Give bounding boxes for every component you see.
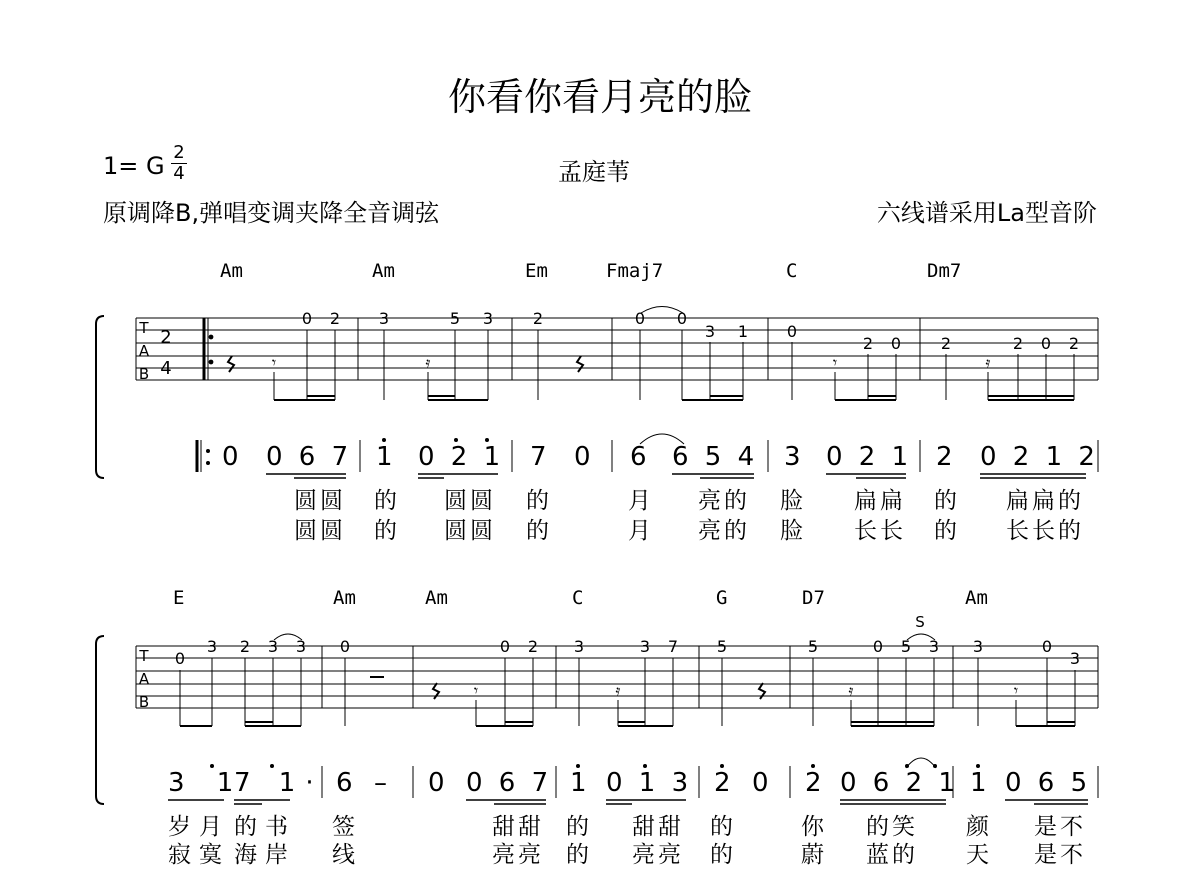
jianpu-note: 6 bbox=[336, 768, 353, 798]
chord-label: Dm7 bbox=[927, 260, 962, 282]
chord-label: Em bbox=[525, 260, 548, 282]
fret-number: 0 bbox=[890, 334, 902, 353]
fret-number: 0 bbox=[872, 637, 884, 656]
fret-numbers bbox=[175, 613, 1080, 668]
scale-note: 六线谱采用La型音阶 bbox=[876, 199, 1097, 227]
lyric-verse-2: 线 bbox=[332, 842, 355, 868]
jianpu-note: 2 bbox=[805, 768, 822, 798]
fret-number: 3 bbox=[1069, 649, 1081, 668]
repeat-dot bbox=[209, 360, 214, 365]
beams bbox=[180, 658, 1075, 726]
tab-letter: B bbox=[138, 693, 150, 711]
lyric-verse-2: 圆圆 bbox=[294, 518, 346, 544]
time-signature-bottom: 4 bbox=[173, 163, 185, 184]
slur-arc bbox=[906, 758, 936, 768]
tab-clef bbox=[138, 319, 171, 383]
lyric-verse-2: 长长的 bbox=[1006, 518, 1084, 544]
fret-number: 5 bbox=[807, 637, 819, 656]
fret-number: 2 bbox=[532, 309, 544, 328]
lyric-verse-2: 蔚 bbox=[801, 842, 824, 868]
jianpu-note: 7 bbox=[530, 442, 547, 472]
lyric-verse-2: 圆圆 bbox=[444, 518, 496, 544]
fret-number: 0 bbox=[634, 309, 646, 328]
fret-number: 2 bbox=[527, 637, 539, 656]
fret-number: 0 bbox=[301, 309, 313, 328]
svg-text:𝄾: 𝄾 bbox=[1013, 681, 1019, 700]
lyric-verse-1: 你 bbox=[801, 814, 824, 840]
lyric-verse-1: 扁扁 bbox=[854, 488, 906, 514]
fret-number: 3 bbox=[573, 637, 585, 656]
song-title: 你看你看月亮的脸 bbox=[447, 75, 752, 119]
repeat-dot bbox=[209, 335, 214, 340]
lyric-verse-1: 脸 bbox=[780, 488, 803, 514]
repeat-dot bbox=[206, 461, 210, 465]
jianpu-group: 3 1 bbox=[168, 768, 246, 798]
duration-lines bbox=[266, 474, 1086, 478]
repeat-dot bbox=[206, 449, 210, 453]
fret-number: 7 bbox=[667, 637, 679, 656]
lyric-verse-2: 亮亮 bbox=[632, 842, 684, 868]
duration-lines bbox=[168, 800, 1088, 804]
rests bbox=[228, 356, 583, 372]
fret-number: 2 bbox=[239, 637, 251, 656]
tab-time-bottom: 4 bbox=[160, 358, 172, 379]
chord-label: C bbox=[786, 260, 798, 282]
jianpu-group: 0 6 5 bbox=[1005, 768, 1092, 798]
fret-number: 2 bbox=[862, 334, 874, 353]
jianpu-group: 0 6 2 1 bbox=[840, 768, 959, 798]
system-brace bbox=[96, 316, 104, 478]
artist-name: 孟庭苇 bbox=[558, 158, 630, 186]
lyric-verse-1: 的笑 bbox=[866, 814, 918, 840]
lyric-verse-2: 的 bbox=[374, 518, 397, 544]
chord-label: E bbox=[173, 587, 185, 609]
lyric-verse-2: 是不 bbox=[1034, 842, 1086, 868]
chord-label: C bbox=[572, 587, 584, 609]
lyric-verse-2: 的 bbox=[526, 518, 549, 544]
system-brace bbox=[96, 636, 104, 804]
lyric-verse-2: 寂寞 bbox=[168, 842, 230, 868]
tab-clef bbox=[138, 647, 149, 711]
lyric-verse-2: 长长 bbox=[854, 518, 906, 544]
lyric-verse-1: 的 bbox=[566, 814, 589, 840]
svg-text:𝄿: 𝄿 bbox=[615, 681, 621, 700]
chord-label: Am bbox=[372, 260, 395, 282]
lyric-verse-1: 的 bbox=[374, 488, 397, 514]
fret-number: 5 bbox=[900, 637, 912, 656]
jianpu-note: 1 bbox=[376, 442, 393, 472]
jianpu-note: 0 bbox=[222, 442, 239, 472]
fret-number: 0 bbox=[786, 322, 798, 341]
chord-label: Am bbox=[333, 587, 356, 609]
svg-text:𝄾: 𝄾 bbox=[473, 681, 479, 700]
lyric-verse-2: 亮的 bbox=[698, 518, 750, 544]
lyric-verse-1: 圆圆 bbox=[294, 488, 346, 514]
chord-label: G bbox=[716, 587, 728, 609]
chord-label: D7 bbox=[802, 587, 825, 609]
fret-number: 3 bbox=[928, 637, 940, 656]
jianpu-group: 0 2 1 2 bbox=[980, 442, 1099, 472]
jianpu-note: 1 bbox=[970, 768, 987, 798]
lyric-verse-1: 的 bbox=[526, 488, 549, 514]
tab-letter: T bbox=[139, 319, 149, 337]
jianpu-note: – bbox=[374, 768, 387, 798]
fret-number: 3 bbox=[295, 637, 307, 656]
fret-number: 3 bbox=[378, 309, 390, 328]
jianpu-group: 6 5 4 bbox=[672, 442, 759, 472]
fret-number: 2 bbox=[1068, 334, 1080, 353]
lyric-verse-1: 的书 bbox=[234, 814, 296, 840]
chord-label: Am bbox=[220, 260, 243, 282]
slide-mark: S bbox=[915, 613, 925, 631]
fret-numbers bbox=[302, 309, 1079, 353]
fret-number: 2 bbox=[329, 309, 341, 328]
lyric-verse-2: 蓝的 bbox=[866, 842, 918, 868]
jianpu-note: 2 bbox=[936, 442, 953, 472]
fret-number: 3 bbox=[704, 322, 716, 341]
lyric-verse-1: 甜甜 bbox=[632, 814, 684, 840]
tab-letter: A bbox=[138, 342, 150, 360]
chord-label: Am bbox=[965, 587, 988, 609]
jianpu-note: 3 bbox=[784, 442, 801, 472]
lyric-verse-1: 圆圆 bbox=[444, 488, 496, 514]
capo-note: 原调降B,弹唱变调夹降全音调弦 bbox=[103, 199, 440, 227]
lyric-verse-1: 月 bbox=[628, 488, 651, 514]
rests bbox=[433, 683, 765, 699]
lyric-verse-1: 的 bbox=[710, 814, 733, 840]
tab-letter: B bbox=[138, 365, 150, 383]
lyric-verse-1: 是不 bbox=[1034, 814, 1086, 840]
lyric-verse-1: 颜 bbox=[966, 814, 989, 840]
svg-text:𝄿: 𝄿 bbox=[848, 681, 854, 700]
lyric-verse-1: 岁月 bbox=[168, 814, 230, 840]
jianpu-note: 0 bbox=[428, 768, 445, 798]
fret-number: 0 bbox=[499, 637, 511, 656]
svg-text:𝄿: 𝄿 bbox=[425, 353, 431, 372]
lyric-verse-2: 海岸 bbox=[234, 842, 296, 868]
lyric-verse-1: 扁扁的 bbox=[1006, 488, 1084, 514]
fret-number: 3 bbox=[267, 637, 279, 656]
fret-number: 5 bbox=[449, 309, 461, 328]
jianpu-group: 0 2 1 bbox=[826, 442, 913, 472]
fret-number: 2 bbox=[1012, 334, 1024, 353]
tab-letter: A bbox=[138, 670, 150, 688]
fret-number: 3 bbox=[972, 637, 984, 656]
jianpu-group: 7 1· bbox=[234, 768, 324, 798]
lyric-verse-2: 的 bbox=[934, 518, 957, 544]
svg-text:𝄾: 𝄾 bbox=[271, 353, 277, 372]
fret-number: 0 bbox=[1040, 334, 1052, 353]
fret-number: 1 bbox=[737, 322, 749, 341]
lyric-verse-1: 甜甜 bbox=[492, 814, 544, 840]
chord-label: Am bbox=[425, 587, 448, 609]
fret-number: 0 bbox=[339, 637, 351, 656]
lyric-verse-1: 亮的 bbox=[698, 488, 750, 514]
key-signature: 1= G bbox=[103, 152, 165, 180]
fret-number: 3 bbox=[639, 637, 651, 656]
tab-letter: T bbox=[139, 647, 149, 665]
fret-number: 0 bbox=[1041, 637, 1053, 656]
jianpu-group: 0 1 3 bbox=[606, 768, 693, 798]
lyric-verse-2: 的 bbox=[566, 842, 589, 868]
time-signature-top: 2 bbox=[173, 142, 185, 163]
svg-text:𝄾: 𝄾 bbox=[832, 353, 838, 372]
jianpu-group: 0 6 7 bbox=[466, 768, 553, 798]
fret-number: 0 bbox=[174, 649, 186, 668]
fret-number: 3 bbox=[482, 309, 494, 328]
jianpu-note: 0 bbox=[752, 768, 769, 798]
tab-time-top: 2 bbox=[160, 327, 172, 348]
jianpu-note: 6 bbox=[630, 442, 647, 472]
fret-number: 0 bbox=[676, 309, 688, 328]
lyric-verse-2: 的 bbox=[710, 842, 733, 868]
jianpu-group: 0 2 1 bbox=[418, 442, 505, 472]
svg-text:𝄿: 𝄿 bbox=[985, 353, 991, 372]
fret-number: 5 bbox=[716, 637, 728, 656]
fret-number: 2 bbox=[940, 334, 952, 353]
jianpu-note: 2 bbox=[714, 768, 731, 798]
lyric-verse-2: 亮亮 bbox=[492, 842, 544, 868]
jianpu-group: 0 6 7 bbox=[266, 442, 353, 472]
lyric-verse-1: 的 bbox=[934, 488, 957, 514]
beams bbox=[271, 330, 1074, 400]
lyric-verse-2: 月 bbox=[628, 518, 651, 544]
tab-staff bbox=[136, 318, 1098, 380]
fret-number: 3 bbox=[206, 637, 218, 656]
lyric-verse-1: 签 bbox=[332, 814, 355, 840]
jianpu-note: 1 bbox=[570, 768, 587, 798]
chord-label: Fmaj7 bbox=[606, 260, 664, 282]
lyric-verse-2: 天 bbox=[966, 842, 989, 868]
jianpu-note: 0 bbox=[574, 442, 591, 472]
lyric-verse-2: 脸 bbox=[780, 518, 803, 544]
